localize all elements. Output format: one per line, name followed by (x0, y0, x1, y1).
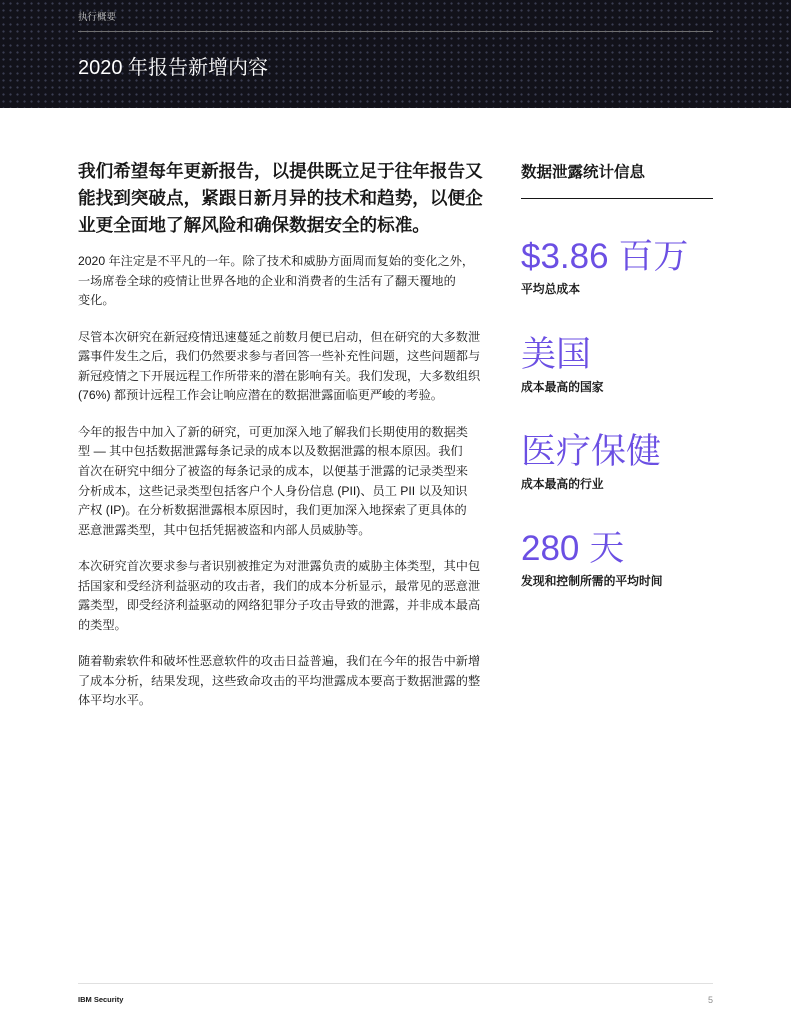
body-paragraph (78, 557, 490, 635)
lead-paragraph (78, 158, 490, 238)
footer-brand-logo: IBM Security (78, 995, 124, 1004)
paragraph-line: 2020 年注定是不平凡的一年。除了技术和威胁方面周而复始的变化之外， (78, 253, 475, 268)
paragraph-line: 产权 (IP)。在分析数据泄露根本原因时，我们更加深入地探索了更具体的 (78, 503, 467, 518)
stats-sidebar (521, 0, 713, 1024)
stat-value (521, 335, 713, 375)
paragraph-line: 今年的报告中加入了新的研究，可更加深入地了解我们长期使用的数据类 (78, 424, 468, 439)
paragraph-line: 首次在研究中细分了被盗的每条记录的成本，以便基于泄露的记录类型来 (78, 463, 468, 478)
page-number: 5 (707, 995, 713, 1005)
stat-value (521, 432, 713, 472)
lead-line: 能找到突破点，紧跟日新月异的技术和趋势，以便企 (78, 187, 483, 208)
paragraph-line: 体平均水平。 (78, 693, 152, 708)
page-title: 2020 年报告新增内容 (78, 57, 269, 79)
stat-costliest-industry (521, 432, 713, 492)
stat-value (521, 529, 713, 569)
lead-line: 我们希望每年更新报告，以提供既立足于往年报告又 (78, 161, 483, 181)
stat-word: 美国 (521, 335, 592, 374)
footer-divider (78, 983, 713, 984)
stat-label: 成本最高的行业 (521, 477, 604, 491)
stat-costliest-country (521, 335, 713, 395)
paragraph-line: 随着勒索软件和破坏性恶意软件的攻击日益普遍，我们在今年的报告中新增 (78, 654, 481, 669)
stat-label: 平均总成本 (521, 282, 580, 296)
body-paragraph (78, 328, 490, 406)
stat-figure: $3.86 (521, 237, 609, 276)
paragraph-line: 的类型。 (78, 617, 127, 632)
body-paragraph (78, 652, 490, 711)
paragraph-line: 型 — 其中包括数据泄露每条记录的成本以及数据泄露的根本原因。我们 (78, 444, 463, 459)
paragraph-line: 尽管本次研究在新冠疫情迅速蔓延之前数月便已启动，但在研究的大多数泄 (78, 329, 481, 344)
stat-figure: 280 (521, 529, 580, 568)
paragraph-line: 了成本分析，结果发现，这些致命攻击的平均泄露成本要高于数据泄露的整 (78, 673, 481, 688)
stat-label: 成本最高的国家 (521, 380, 604, 394)
body-paragraph (78, 252, 490, 311)
stat-average-time-to-contain (521, 529, 713, 589)
stat-word: 百万 (618, 237, 689, 276)
paragraph-line: 变化。 (78, 293, 115, 308)
paragraph-line: 恶意泄露类型，其中包括凭据被盗和内部人员威胁等。 (78, 522, 371, 537)
paragraph-line: 一场席卷全球的疫情让世界各地的企业和消费者的生活有了翻天覆地的 (78, 273, 456, 288)
lead-line: 业更全面地了解风险和确保数据安全的标准。 (78, 214, 430, 235)
paragraph-line: 本次研究首次要求参与者识别被推定为对泄露负责的威胁主体类型，其中包 (78, 559, 481, 574)
stats-heading: 数据泄露统计信息 (521, 164, 646, 181)
paragraph-line: 露类型，即受经济利益驱动的网络犯罪分子攻击导致的泄露，并非成本最高 (78, 598, 481, 613)
body-paragraph (78, 423, 490, 541)
main-text-column (78, 158, 490, 728)
stat-word: 天 (589, 529, 625, 568)
paragraph-line: 露事件发生之后，我们仍然要求参与者回答一些补充性问题，这些问题都与 (78, 349, 481, 364)
stat-word: 医疗保健 (521, 432, 662, 471)
section-label: 执行概要 (78, 12, 117, 23)
paragraph-line: 括国家和受经济利益驱动的攻击者，我们的成本分析显示，最常见的恶意泄 (78, 578, 481, 593)
paragraph-line: (76%) 都预计远程工作会让响应潜在的数据泄露面临更严峻的考验。 (78, 388, 443, 403)
paragraph-line: 分析成本，这些记录类型包括客户个人身份信息 (PII)、员工 PII 以及知识 (78, 483, 468, 498)
paragraph-line: 新冠疫情之下开展远程工作所带来的潜在影响有关。我们发现，大多数组织 (78, 368, 481, 383)
stat-label: 发现和控制所需的平均时间 (521, 574, 663, 588)
stat-value (521, 237, 713, 277)
stat-average-total-cost (521, 237, 713, 297)
stats-divider (521, 198, 713, 199)
